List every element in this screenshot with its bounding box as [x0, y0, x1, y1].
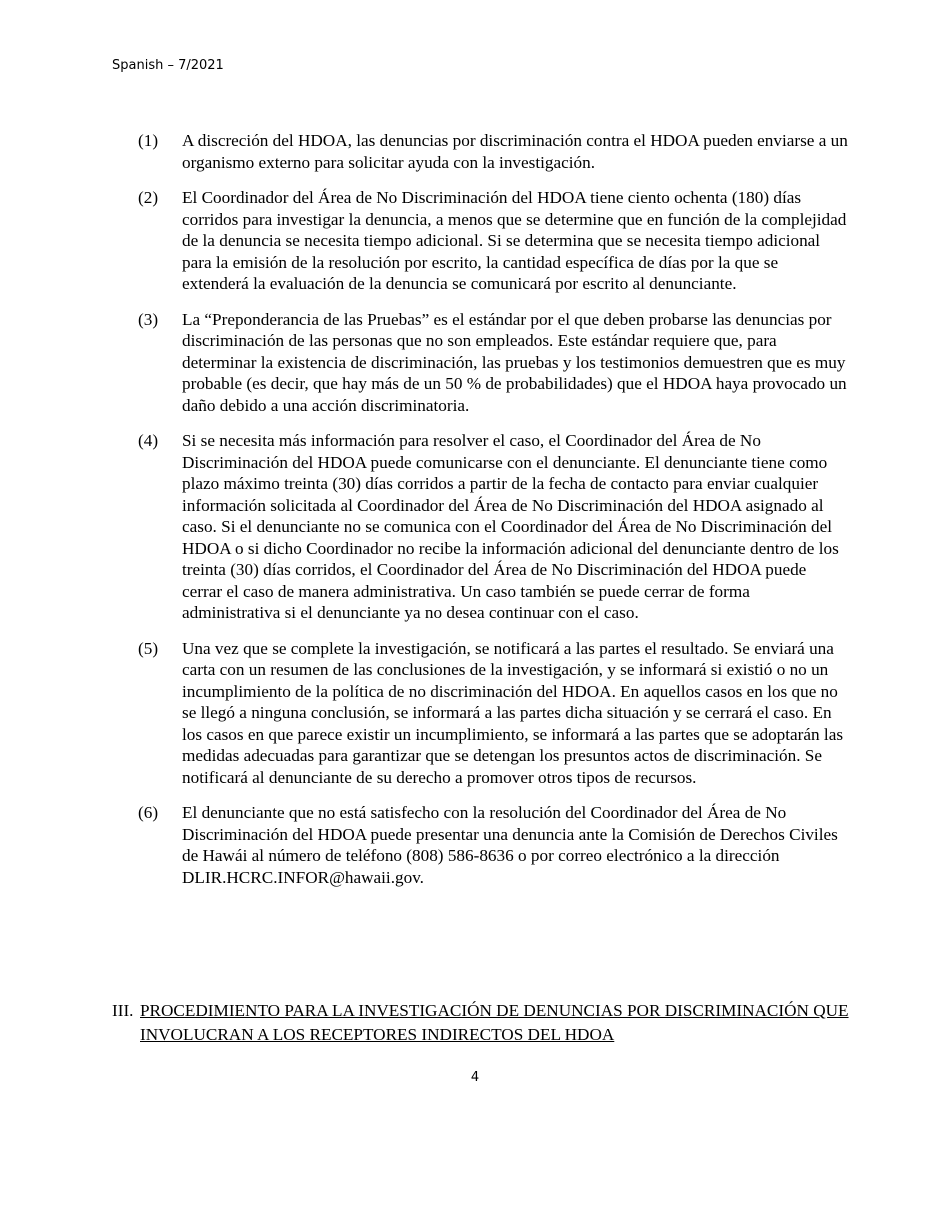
list-item: [138, 430, 848, 624]
list-item-number: (6): [138, 803, 159, 822]
list-item-text: Una vez que se complete la investigación, se notificará a las partes el resultado. Se enviará una carta con un resumen de las conclusiones de la investigación, y se informará si existió o no un incumplimiento de la política de no discriminación del HDOA. En aquellos casos en los que no se llegó a ninguna conclusión, se informará a las partes dicha situación y se cerrará el caso. En los casos en que parece existir un incumplimiento, se informará a las partes que se adoptarán las medidas adecuadas para garantizar que se detengan los presuntos actos de discriminación. Se notificará al denunciante de su derecho a promover otros tipos de recursos.: [182, 638, 844, 787]
list-item-text: El Coordinador del Área de No Discriminación del HDOA tiene ciento ochenta (180) días corridos para investigar la denuncia, a menos que se determine que en función de la complejidad de la denuncia se necesita tiempo adicional. Si se determina que se necesita tiempo adicional para la emisión de la resolución por escrito, la cantidad específica de días por la que se extenderá la evaluación de la denuncia se comunicará por escrito al denunciante.: [182, 188, 847, 293]
list-item-number: (5): [138, 638, 159, 658]
list-item-text: La “Preponderancia de las Pruebas” es el estándar por el que deben probarse las denuncias por discriminación de las personas que no son empleados. Este estándar requiere que, para determinar la existencia de discriminación, las pruebas y los testimonios demuestren que es muy probable (es decir, que hay más de un 50 % de probabilidades) que el HDOA haya provocado un daño debido a una acción discriminatoria.: [182, 309, 847, 415]
section-number: III.: [112, 1001, 134, 1020]
section-heading: [112, 999, 892, 1047]
page-header-label: Spanish – 7/2021: [112, 58, 224, 73]
list-item: [138, 187, 848, 295]
numbered-list: [138, 130, 848, 902]
list-item: [138, 309, 848, 417]
list-item-number: (3): [138, 309, 159, 329]
list-item-text: Si se necesita más información para resolver el caso, el Coordinador del Área de No Discriminación del HDOA puede comunicarse con el denunciante. El denunciante tiene como plazo máximo treinta (30) días corridos a partir de la fecha de contacto para enviar cualquier información solicitada al Coordinador del Área de No Discriminación del HDOA asignado al caso. Si el denunciante no se comunica con el Coordinador del Área de No Discriminación del HDOA o si dicho Coordinador no recibe la información adicional del denunciante dentro de los treinta (30) días corridos, el Coordinador del Área de No Discriminación del HDOA puede cerrar el caso de manera administrativa. Un caso también se puede cerrar de forma administrativa si el denunciante ya no desea continuar con el caso.: [182, 431, 839, 622]
list-item: [138, 130, 848, 173]
list-item-number: (1): [138, 131, 159, 150]
list-item-text: A discreción del HDOA, las denuncias por discriminación contra el HDOA pueden enviarse a un organismo externo para solicitar ayuda con la investigación.: [182, 131, 848, 172]
list-item-number: (2): [138, 188, 159, 207]
list-item-text: El denunciante que no está satisfecho con la resolución del Coordinador del Área de No Discriminación del HDOA puede presentar una denuncia ante la Comisión de Derechos Civiles de Hawái al número de teléfono (808) 586-8636 o por correo electrónico a la dirección DLIR.HCRC.INFOR@hawaii.gov.: [182, 803, 838, 887]
list-item: [138, 638, 848, 789]
section-title: PROCEDIMIENTO PARA LA INVESTIGACIÓN DE DENUNCIAS POR DISCRIMINACIÓN QUE INVOLUCRAN A LOS RECEPTORES INDIRECTOS DEL HDOA: [140, 1001, 849, 1044]
list-item: [138, 802, 848, 888]
page-number: 4: [470, 1070, 480, 1085]
list-item-number: (4): [138, 431, 159, 450]
